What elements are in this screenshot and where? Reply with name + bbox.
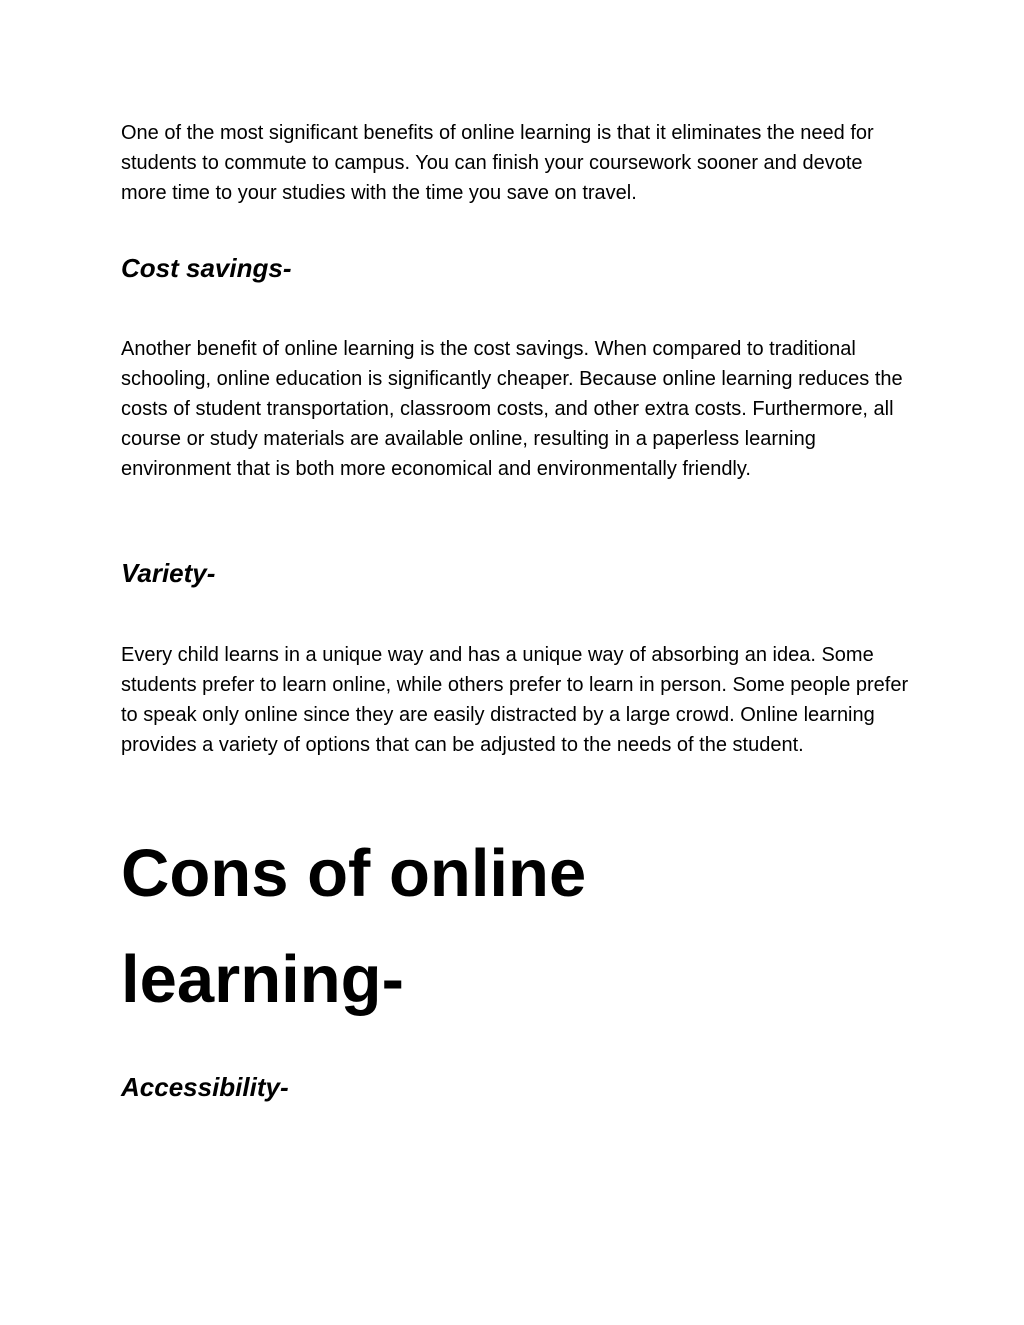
heading-accessibility: Accessibility-: [121, 1072, 289, 1102]
heading-cost-savings: Cost savings-: [121, 253, 292, 283]
paragraph-cost-savings: Another benefit of online learning is the cost savings. When compared to traditional schooling, online education is significantly cheaper. Because online learning reduces the costs of student transportation, classroom costs, and other extra costs. Furthermore, all course or study materials are available online, resulting in a paperless learning environment that is both more economical and environmentally friendly.: [121, 338, 903, 480]
paragraph-commute: One of the most significant benefits of online learning is that it eliminates the need for students to commute to campus. You can finish your coursework sooner and devote more time to your studies with the time you save on travel.: [121, 122, 874, 204]
heading-cons-of-online-learning: Cons of online learning-: [121, 836, 587, 1017]
paragraph-variety: Every child learns in a unique way and has a unique way of absorbing an idea. Some students prefer to learn online, while others prefer to learn in person. Some people prefer to speak only online since they are easily distracted by a large crowd. Online learning provides a variety of options that can be adjusted to the needs of the student.: [121, 644, 909, 756]
heading-variety: Variety-: [121, 558, 216, 588]
